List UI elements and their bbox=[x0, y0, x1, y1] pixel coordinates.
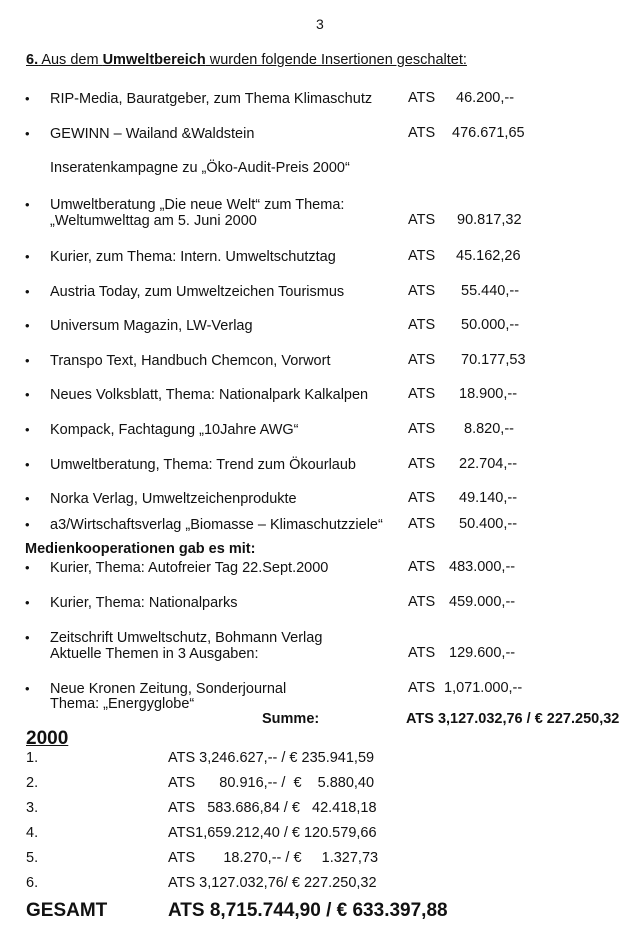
item-text: Kompack, Fachtagung „10Jahre AWG“ bbox=[50, 422, 299, 438]
row-index: 2. bbox=[26, 775, 39, 791]
item-text: Kurier, zum Thema: Intern. Umweltschutztag bbox=[50, 249, 336, 265]
currency-label: ATS bbox=[408, 386, 436, 402]
item-amount: 90.817,32 bbox=[457, 212, 522, 228]
item-text: Umweltberatung, Thema: Trend zum Ökourlaub bbox=[50, 457, 356, 473]
item-text: Transpo Text, Handbuch Chemcon, Vorwort bbox=[50, 353, 331, 369]
heading-part1: Aus dem bbox=[38, 52, 103, 68]
bullet-icon: • bbox=[25, 457, 30, 472]
row-value: ATS 3,246.627,-- / € 235.941,59 bbox=[168, 750, 375, 766]
bullet-icon: • bbox=[25, 595, 30, 610]
currency-label: ATS bbox=[408, 516, 436, 532]
item-amount: 22.704,-- bbox=[459, 456, 518, 472]
item-amount: 1,071.000,-- bbox=[444, 680, 523, 696]
currency-label: ATS bbox=[408, 645, 436, 661]
bullet-icon: • bbox=[25, 284, 30, 299]
item-text-line1: Umweltberatung „Die neue Welt“ zum Thema: bbox=[50, 197, 345, 213]
bullet-icon: • bbox=[25, 353, 30, 368]
row-index: 4. bbox=[26, 825, 39, 841]
currency-label: ATS bbox=[408, 680, 436, 696]
item-amount: 476.671,65 bbox=[452, 125, 525, 141]
currency-label: ATS bbox=[408, 456, 436, 472]
item-text-line1: Zeitschrift Umweltschutz, Bohmann Verlag bbox=[50, 630, 323, 646]
item-text: Kurier, Thema: Autofreier Tag 22.Sept.2000 bbox=[50, 560, 329, 576]
item-amount: 50.400,-- bbox=[459, 516, 518, 532]
grand-total-label: GESAMT bbox=[26, 900, 108, 921]
item-text-line2: Thema: „Energyglobe“ bbox=[50, 696, 195, 712]
item-text: Inseratenkampagne zu „Öko-Audit-Preis 2000“ bbox=[50, 160, 350, 176]
bullet-icon: • bbox=[25, 491, 30, 506]
item-text-line2: „Weltumwelttag am 5. Juni 2000 bbox=[50, 213, 257, 229]
heading-part2: wurden folgende Insertionen geschaltet: bbox=[205, 52, 467, 68]
currency-label: ATS bbox=[408, 90, 436, 106]
item-text-line2: Aktuelle Themen in 3 Ausgaben: bbox=[50, 646, 259, 662]
item-amount: 483.000,-- bbox=[449, 559, 516, 575]
bullet-icon: • bbox=[25, 517, 30, 532]
bullet-icon: • bbox=[25, 91, 30, 106]
row-value: ATS 18.270,-- / € 1.327,73 bbox=[168, 850, 379, 866]
row-value: ATS1,659.212,40 / € 120.579,66 bbox=[168, 825, 377, 841]
heading-prefix: 6. bbox=[26, 52, 39, 68]
bullet-icon: • bbox=[25, 126, 30, 141]
item-text: RIP-Media, Bauratgeber, zum Thema Klimaschutz bbox=[50, 91, 373, 107]
bullet-icon: • bbox=[25, 318, 30, 333]
item-amount: 50.000,-- bbox=[461, 317, 520, 333]
currency-label: ATS bbox=[408, 248, 436, 264]
currency-label: ATS bbox=[408, 421, 436, 437]
item-amount: 459.000,-- bbox=[449, 594, 516, 610]
heading-bold: Umweltbereich bbox=[102, 52, 206, 68]
year-heading: 2000 bbox=[26, 728, 69, 749]
bullet-icon: • bbox=[25, 681, 30, 696]
currency-label: ATS bbox=[408, 283, 436, 299]
bullet-icon: • bbox=[25, 249, 30, 264]
row-value: ATS 583.686,84 / € 42.418,18 bbox=[168, 800, 377, 816]
row-index: 1. bbox=[26, 750, 39, 766]
item-text: GEWINN – Wailand &Waldstein bbox=[50, 126, 255, 142]
row-value: ATS 80.916,-- / € 5.880,40 bbox=[168, 775, 375, 791]
bullet-icon: • bbox=[25, 560, 30, 575]
currency-label: ATS bbox=[408, 352, 436, 368]
currency-label: ATS bbox=[408, 212, 436, 228]
bullet-icon: • bbox=[25, 422, 30, 437]
item-text: Universum Magazin, LW-Verlag bbox=[50, 318, 253, 334]
item-amount: 8.820,-- bbox=[464, 421, 514, 437]
currency-label: ATS bbox=[408, 125, 436, 141]
media-cooperations-heading: Medienkooperationen gab es mit: bbox=[25, 541, 256, 557]
item-text-line1: Neue Kronen Zeitung, Sonderjournal bbox=[50, 681, 287, 697]
grand-total-value: ATS 8,715.744,90 / € 633.397,88 bbox=[168, 900, 448, 921]
item-amount: 18.900,-- bbox=[459, 386, 518, 402]
item-amount: 129.600,-- bbox=[449, 645, 516, 661]
item-amount: 70.177,53 bbox=[461, 352, 526, 368]
bullet-icon: • bbox=[25, 630, 30, 645]
row-index: 6. bbox=[26, 875, 39, 891]
item-amount: 49.140,-- bbox=[459, 490, 518, 506]
item-text: a3/Wirtschaftsverlag „Biomasse – Klimaschutzziele“ bbox=[50, 517, 383, 533]
item-text: Kurier, Thema: Nationalparks bbox=[50, 595, 238, 611]
item-amount: 45.162,26 bbox=[456, 248, 521, 264]
page-number: 3 bbox=[316, 16, 324, 32]
row-index: 5. bbox=[26, 850, 39, 866]
item-text: Neues Volksblatt, Thema: Nationalpark Kalkalpen bbox=[50, 387, 369, 403]
currency-label: ATS bbox=[408, 559, 436, 575]
item-amount: 55.440,-- bbox=[461, 283, 520, 299]
sum-value: ATS 3,127.032,76 / € 227.250,32 bbox=[406, 711, 620, 727]
row-index: 3. bbox=[26, 800, 39, 816]
item-text: Norka Verlag, Umweltzeichenprodukte bbox=[50, 491, 297, 507]
currency-label: ATS bbox=[408, 490, 436, 506]
sum-label: Summe: bbox=[262, 711, 320, 727]
bullet-icon: • bbox=[25, 387, 30, 402]
bullet-icon: • bbox=[25, 197, 30, 212]
section-heading bbox=[26, 52, 467, 68]
item-text: Austria Today, zum Umweltzeichen Tourismus bbox=[50, 284, 345, 300]
currency-label: ATS bbox=[408, 317, 436, 333]
currency-label: ATS bbox=[408, 594, 436, 610]
row-value: ATS 3,127.032,76/ € 227.250,32 bbox=[168, 875, 377, 891]
item-amount: 46.200,-- bbox=[456, 90, 515, 106]
